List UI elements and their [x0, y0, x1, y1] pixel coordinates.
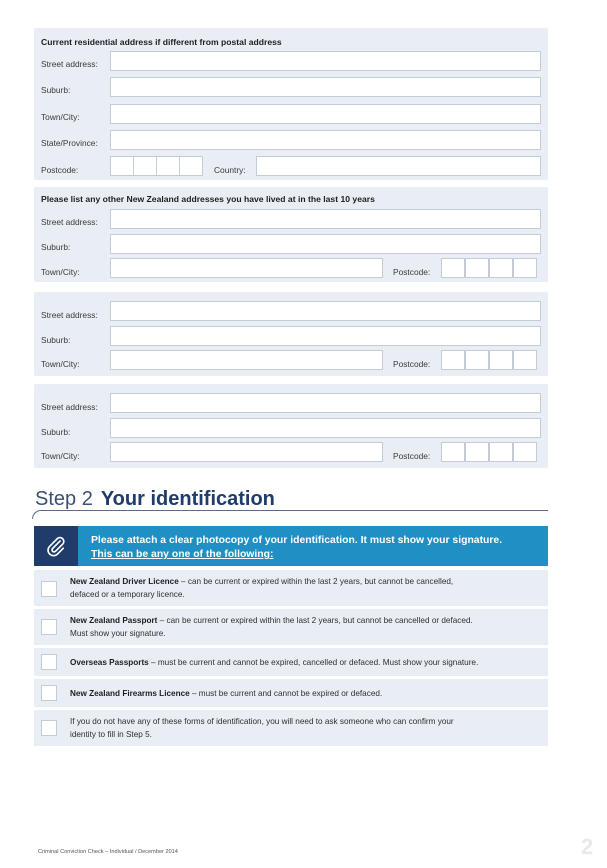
other-town-city-field-3[interactable]	[110, 442, 383, 462]
postcode-digit-box[interactable]	[441, 442, 465, 462]
id-option-description: If you do not have any of these forms of identification, you will need to ask someone who can confirm your	[70, 717, 454, 726]
other-address-panel-3	[34, 384, 548, 468]
id-option-name: New Zealand Driver Licence	[70, 577, 179, 586]
current-country-field[interactable]	[256, 156, 541, 176]
current-address-panel	[34, 28, 548, 180]
street-address-label: Street address:	[41, 310, 98, 320]
suburb-label: Suburb:	[41, 242, 71, 252]
other-suburb-field-2[interactable]	[110, 326, 541, 346]
step-divider	[32, 510, 548, 519]
id-option-row	[34, 710, 548, 746]
postcode-label: Postcode:	[393, 451, 431, 461]
other-suburb-field-1[interactable]	[110, 234, 541, 254]
country-label: Country:	[214, 165, 246, 175]
id-option-description: – can be current or expired within the last 2 years, but cannot be cancelled or defaced.	[157, 616, 473, 625]
postcode-digit-box[interactable]	[465, 442, 489, 462]
id-option-row	[34, 609, 548, 645]
other-street-address-field-1[interactable]	[110, 209, 541, 229]
other-town-city-field-1[interactable]	[110, 258, 383, 278]
id-option-description: – can be current or expired within the last 2 years, but cannot be cancelled,	[178, 577, 454, 586]
street-address-label: Street address:	[41, 217, 98, 227]
street-address-label: Street address:	[41, 402, 98, 412]
paperclip-icon	[34, 526, 78, 566]
banner-line-1: Please attach a clear photocopy of your identification. It must show your signature.	[91, 535, 503, 546]
town-city-label: Town/City:	[41, 451, 80, 461]
id-option-checkbox[interactable]	[41, 619, 57, 635]
postcode-digit-box[interactable]	[133, 156, 157, 176]
state-province-label: State/Province:	[41, 138, 98, 148]
id-option-description: – must be current and cannot be expired or defaced.	[189, 689, 383, 698]
id-option-description-cont: identity to fill in Step 5.	[70, 730, 152, 739]
other-addresses-heading: Please list any other New Zealand addresses you have lived at in the last 10 years	[41, 194, 375, 204]
street-address-label: Street address:	[41, 59, 98, 69]
postcode-digit-box[interactable]	[441, 258, 465, 278]
other-street-address-field-2[interactable]	[110, 301, 541, 321]
current-address-heading: Current residential address if different from postal address	[41, 37, 282, 47]
other-town-city-field-2[interactable]	[110, 350, 383, 370]
id-option-checkbox[interactable]	[41, 685, 57, 701]
id-option-text	[70, 656, 545, 669]
postcode-digit-box[interactable]	[513, 258, 537, 278]
postcode-digit-box[interactable]	[179, 156, 203, 176]
identification-banner	[34, 526, 548, 566]
footer-text: Criminal Conviction Check – Individual / December 2014	[38, 849, 178, 855]
banner-line-2: This can be any one of the following:	[91, 549, 274, 560]
postcode-digit-box[interactable]	[489, 350, 513, 370]
postcode-digit-box[interactable]	[110, 156, 134, 176]
id-option-name: New Zealand Passport	[70, 616, 158, 625]
id-option-name: New Zealand Firearms Licence	[70, 689, 190, 698]
id-option-text	[70, 575, 545, 601]
page-number: 2	[581, 834, 594, 859]
id-option-text	[70, 715, 545, 741]
id-option-checkbox[interactable]	[41, 581, 57, 597]
id-option-text	[70, 614, 545, 640]
other-suburb-field-3[interactable]	[110, 418, 541, 438]
town-city-label: Town/City:	[41, 359, 80, 369]
id-option-row	[34, 648, 548, 676]
town-city-label: Town/City:	[41, 112, 80, 122]
step2-heading	[35, 488, 275, 511]
postcode-digit-box[interactable]	[465, 350, 489, 370]
postcode-digit-box[interactable]	[465, 258, 489, 278]
id-option-description-cont: Must show your signature.	[70, 629, 166, 638]
other-street-address-field-3[interactable]	[110, 393, 541, 413]
postcode-digit-box[interactable]	[441, 350, 465, 370]
postcode-digit-box[interactable]	[489, 442, 513, 462]
id-option-row	[34, 570, 548, 606]
postcode-label: Postcode:	[393, 267, 431, 277]
id-option-description-cont: defaced or a temporary licence.	[70, 590, 185, 599]
id-option-text	[70, 687, 545, 700]
suburb-label: Suburb:	[41, 335, 71, 345]
postcode-digit-box[interactable]	[513, 442, 537, 462]
id-option-description: – must be current and cannot be expired, cancelled or defaced. Must show your signature.	[148, 658, 479, 667]
id-option-checkbox[interactable]	[41, 654, 57, 670]
current-state-province-field[interactable]	[110, 130, 541, 150]
postcode-digit-box[interactable]	[513, 350, 537, 370]
other-address-panel-1	[34, 187, 548, 282]
current-suburb-field[interactable]	[110, 77, 541, 97]
current-town-city-field[interactable]	[110, 104, 541, 124]
postcode-label: Postcode:	[41, 165, 79, 175]
id-option-name: Overseas Passports	[70, 658, 149, 667]
step-title: Your identification	[100, 488, 275, 510]
id-option-checkbox[interactable]	[41, 720, 57, 736]
postcode-digit-box[interactable]	[489, 258, 513, 278]
suburb-label: Suburb:	[41, 427, 71, 437]
postcode-digit-box[interactable]	[156, 156, 180, 176]
step-number: Step 2	[35, 488, 93, 510]
other-address-panel-2	[34, 292, 548, 376]
postcode-label: Postcode:	[393, 359, 431, 369]
current-street-address-field[interactable]	[110, 51, 541, 71]
town-city-label: Town/City:	[41, 267, 80, 277]
banner-text	[91, 534, 502, 562]
suburb-label: Suburb:	[41, 85, 71, 95]
id-option-row	[34, 679, 548, 707]
